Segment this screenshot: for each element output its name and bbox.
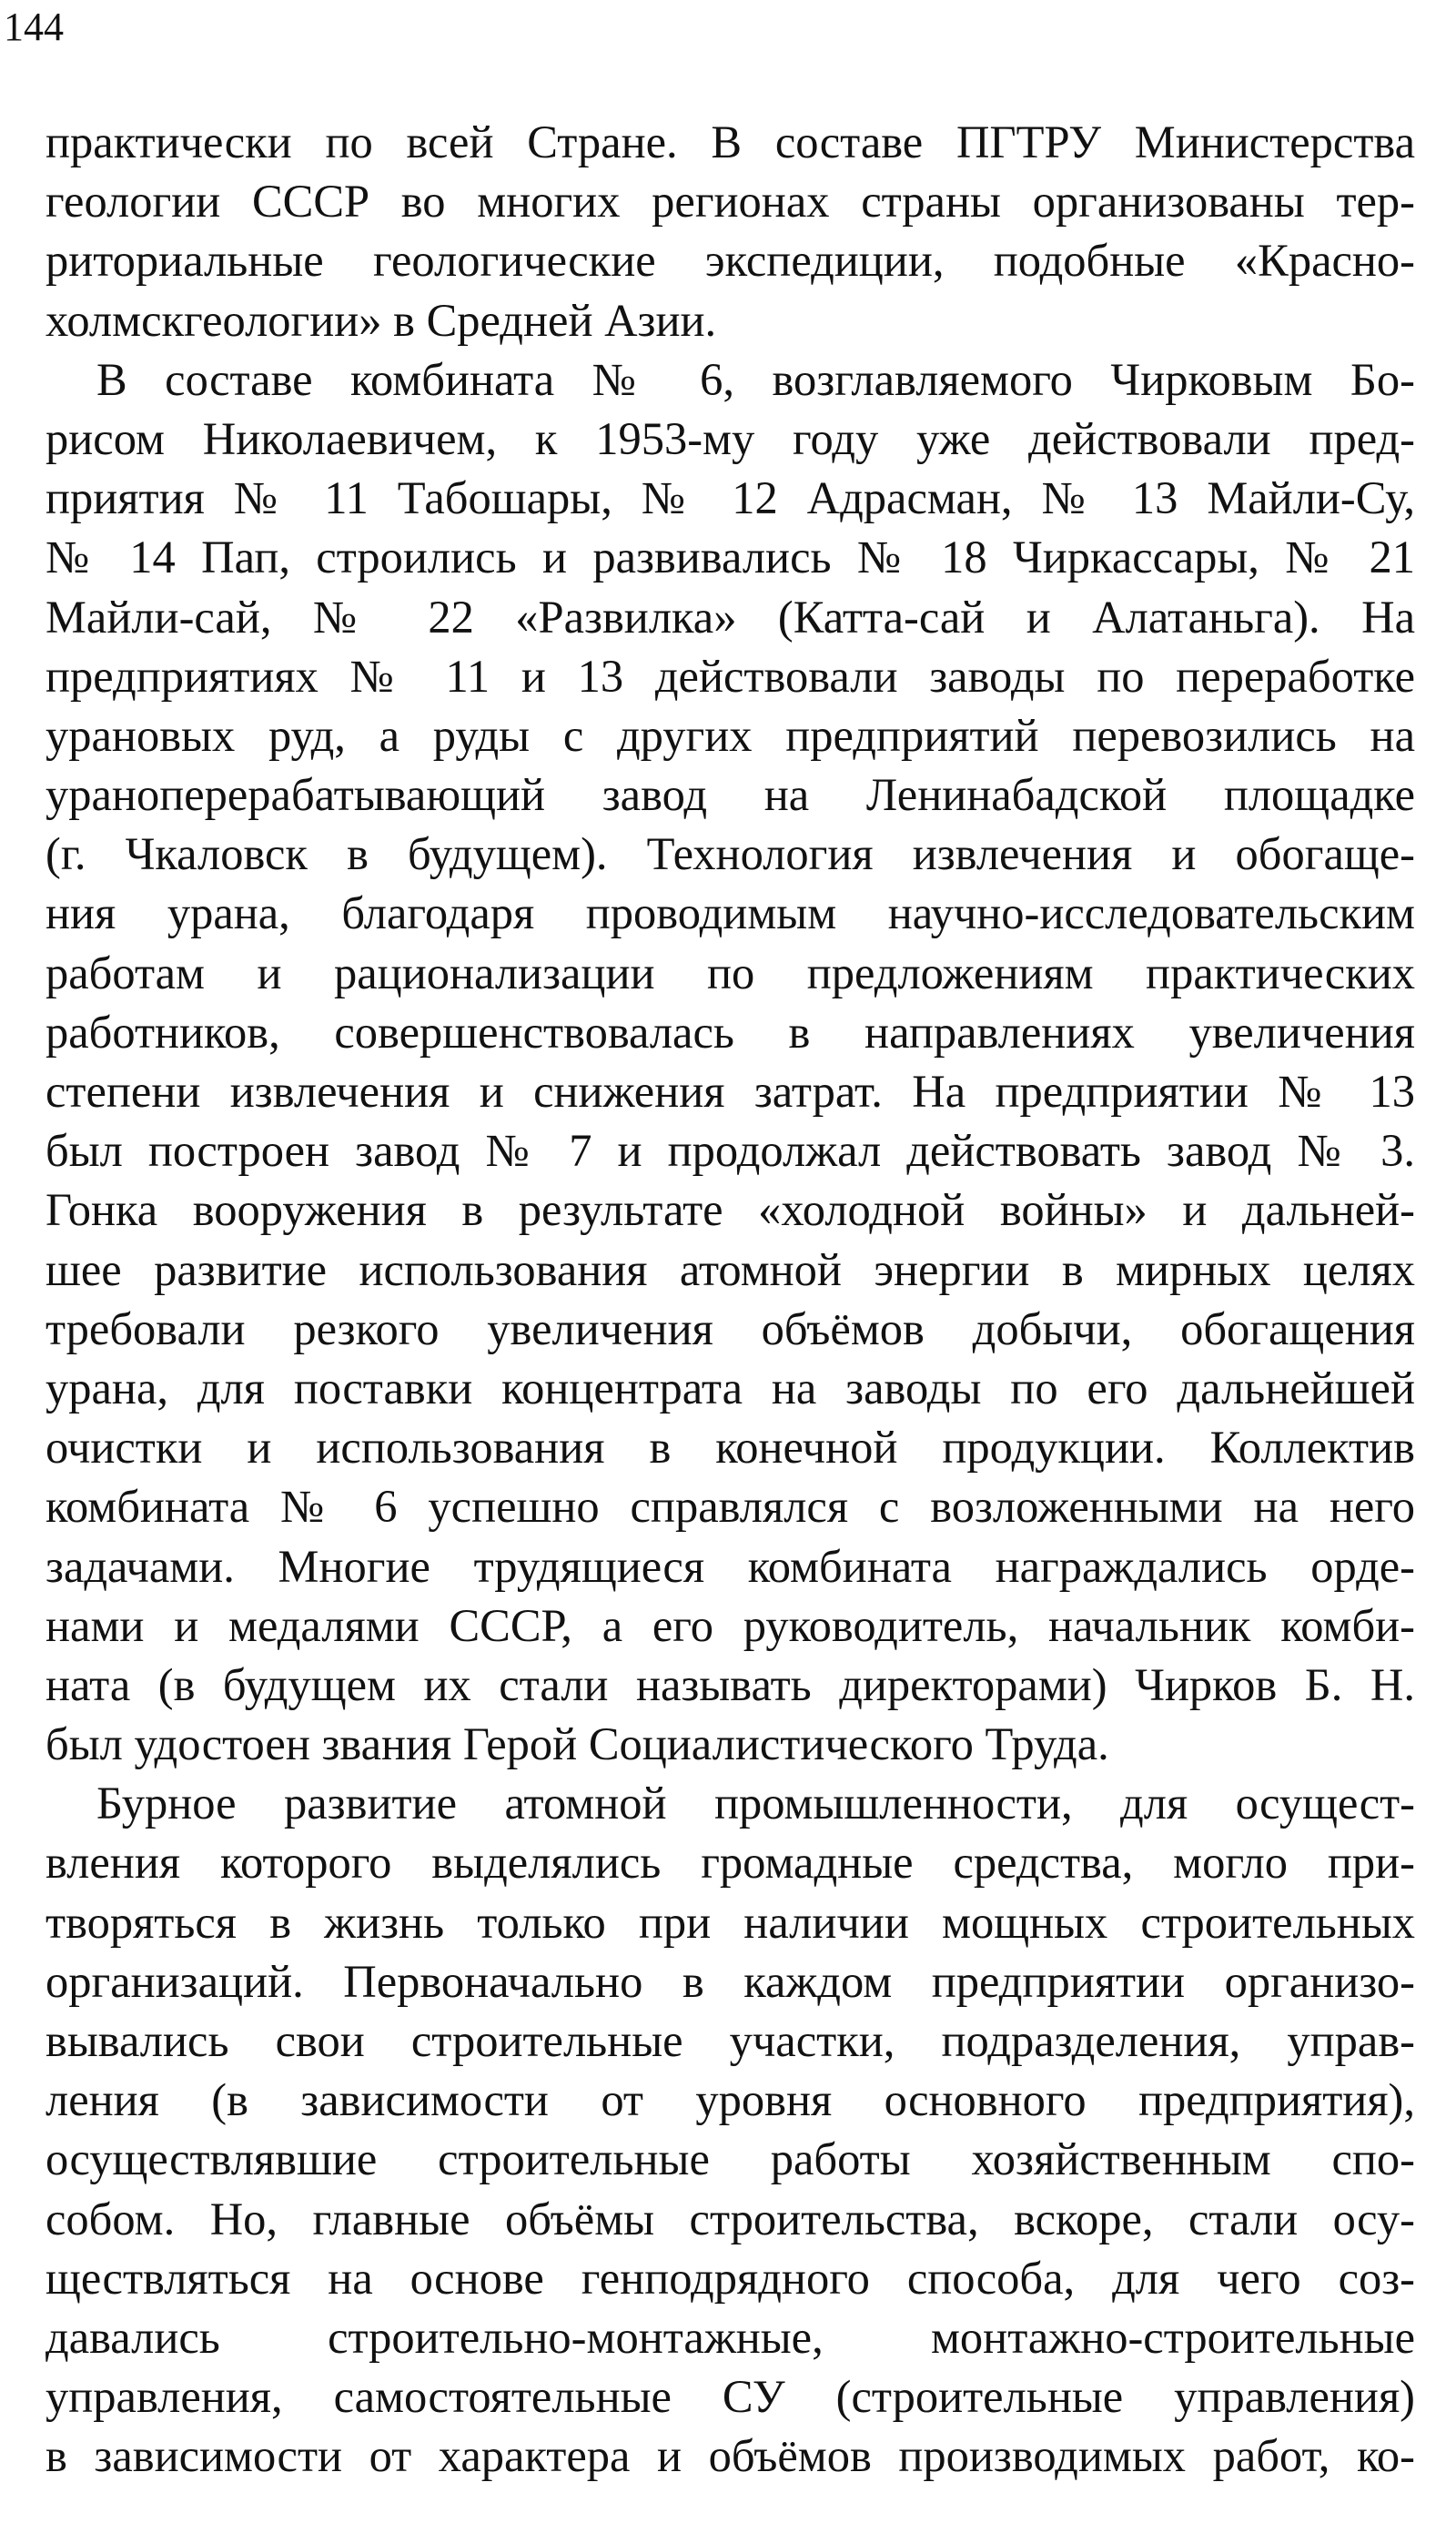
text-line: ления (в зависимости от уровня основного предприятия), <box>46 2074 1415 2126</box>
text-line: вывались свои строительные участки, подразделения, управ- <box>46 2015 1415 2066</box>
text-line: организаций. Первоначально в каждом предприятии организо- <box>46 1955 1415 2007</box>
text-line: ураноперерабатывающий завод на Ленинабадской площадке <box>46 769 1415 821</box>
text-line: вления которого выделялись громадные средства, могло при- <box>46 1837 1415 1889</box>
text-line: шее развитие использования атомной энергии в мирных целях <box>46 1243 1415 1295</box>
paragraph-2 <box>46 350 1415 1775</box>
text-line: практически по всей Стране. В составе ПГТРУ Министерства <box>46 117 1415 167</box>
text-line: ществляться на основе генподрядного способа, для чего соз- <box>46 2252 1415 2304</box>
text-line: управления, самостоятельные СУ (строительные управления) <box>46 2371 1415 2423</box>
text-line: требовали резкого увеличения объёмов добычи, обогащения <box>46 1302 1415 1354</box>
text-line: холмскгеологии» в Средней Азии. <box>46 294 717 346</box>
text-line: задачами. Многие трудящиеся комбината награждались орде- <box>46 1540 1415 1592</box>
text-line: собом. Но, главные объёмы строительства, вскоре, стали осу- <box>46 2193 1415 2244</box>
text-line: Майли-сай, № 22 «Развилка» (Катта-сай и Алатаньга). На <box>46 591 1415 643</box>
text-line: работников, совершенствовалась в направлениях увеличения <box>46 1006 1415 1058</box>
page-number: 144 <box>4 5 64 49</box>
text-line: ния урана, благодаря проводимым научно-исследовательским <box>46 887 1415 939</box>
text-line: комбината № 6 успешно справлялся с возложенными на него <box>46 1481 1415 1533</box>
text-line: Бурное развитие атомной промышленности, для осущест- <box>96 1778 1415 1829</box>
text-line: № 14 Пап, строились и развивались № 18 Чиркассары, № 21 <box>46 532 1415 583</box>
text-line: приятия № 11 Табошары, № 12 Адрасман, № 13 Майли-Су, <box>46 472 1415 524</box>
text-line: В составе комбината № 6, возглавляемого Чирковым Бо- <box>96 353 1415 405</box>
text-line: риториальные геологические экспедиции, подобные «Красно- <box>46 235 1415 287</box>
text-line: работам и рационализации по предложениям практических <box>46 947 1415 998</box>
text-line: творяться в жизнь только при наличии мощных строительных <box>46 1896 1415 1948</box>
text-line: осуществлявшие строительные работы хозяйственным спо- <box>46 2133 1415 2185</box>
text-line: урана, для поставки концентрата на заводы по его дальнейшей <box>46 1362 1415 1413</box>
text-line: (г. Чкаловск в будущем). Технология извлечения и обогаще- <box>46 828 1415 880</box>
text-line: очистки и использования в конечной продукции. Коллектив <box>46 1422 1415 1474</box>
text-line: геологии СССР во многих регионах страны организованы тер- <box>46 176 1415 228</box>
text-line: в зависимости от характера и объёмов производимых работ, ко- <box>46 2430 1415 2482</box>
text-line: рисом Николаевичем, к 1953-му году уже действовали пред- <box>46 412 1415 464</box>
text-line: нами и медалями СССР, а его руководитель, начальник комби- <box>46 1599 1415 1651</box>
paragraph-1 <box>46 113 1415 350</box>
text-line: Гонка вооружения в результате «холодной войны» и дальней- <box>46 1184 1415 1236</box>
text-line: был построен завод № 7 и продолжал действовать завод № 3. <box>46 1125 1415 1177</box>
text-line: ната (в будущем их стали называть директорами) Чирков Б. Н. <box>46 1658 1415 1710</box>
paragraph-3 <box>46 1774 1415 2486</box>
text-line: степени извлечения и снижения затрат. На предприятии № 13 <box>46 1066 1415 1117</box>
body-text <box>46 113 1415 2487</box>
text-line: предприятиях № 11 и 13 действовали заводы по переработке <box>46 650 1415 702</box>
text-line: урановых руд, а руды с других предприятий перевозились на <box>46 709 1415 761</box>
text-line: давались строительно-монтажные, монтажно-строительные <box>46 2311 1415 2363</box>
text-line: был удостоен звания Герой Социалистического Труда. <box>46 1718 1109 1770</box>
